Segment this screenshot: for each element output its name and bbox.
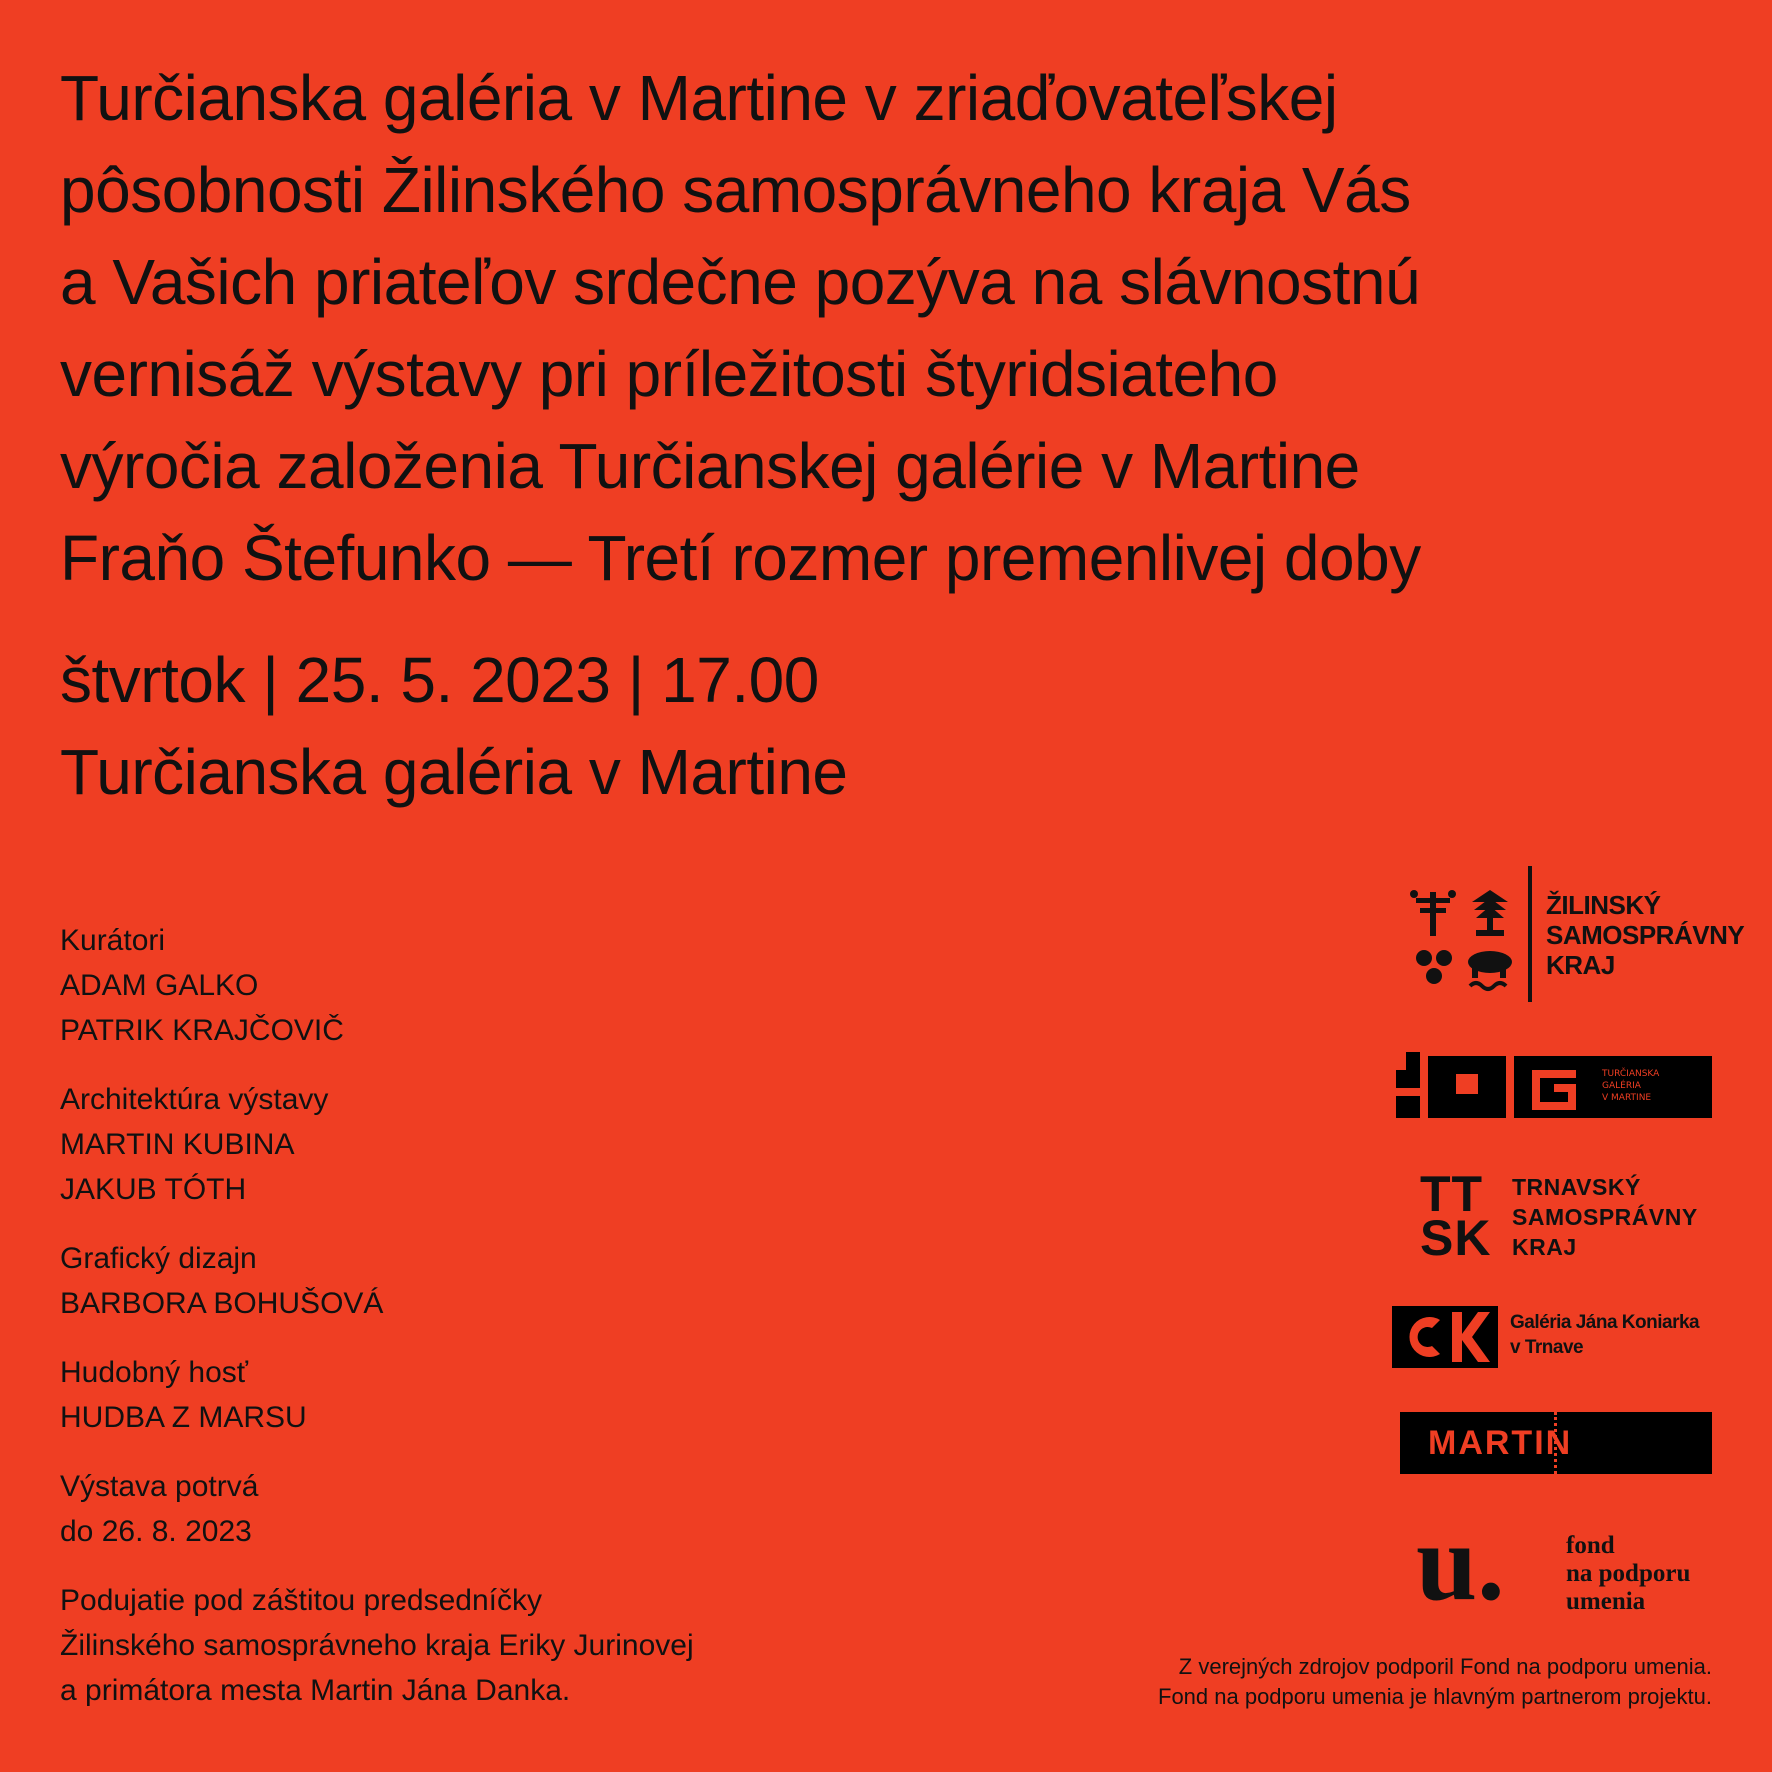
- tgm-logo-text: V MARTINE: [1602, 1093, 1652, 1103]
- patronage-text: [60, 1578, 960, 1713]
- fpu-logo-text: umenia: [1566, 1588, 1646, 1615]
- gjk-logo-text: Galéria Jána Koniarka: [1510, 1312, 1700, 1333]
- credit-graphic-design: [60, 1236, 960, 1326]
- patronage-line: Žilinského samosprávneho kraja Eriky Jurinovej: [60, 1629, 694, 1662]
- credit-label: Architektúra výstavy: [60, 1083, 329, 1116]
- credit-name: ADAM GALKO: [60, 969, 259, 1002]
- ttsk-logo-text: TRNAVSKÝ: [1512, 1174, 1641, 1200]
- zsk-logo: [1402, 864, 1745, 1004]
- headline-line: a Vašich priateľov srdečne pozýva na slávnostnú: [60, 246, 1421, 318]
- zsk-logo-text: ŽILINSKÝ: [1546, 890, 1661, 920]
- credit-name: HUDBA Z MARSU: [60, 1401, 307, 1434]
- credit-music-guest: [60, 1350, 960, 1440]
- invitation-headline: [60, 52, 1720, 604]
- event-datetime: štvrtok | 25. 5. 2023 | 17.00: [60, 644, 819, 716]
- patronage-line: Podujatie pod záštitou predsedníčky: [60, 1584, 542, 1617]
- headline-line: Turčianska galéria v Martine v zriaďovateľskej: [60, 62, 1338, 134]
- fpu-logo-text: na podporu: [1566, 1560, 1691, 1587]
- ttsk-mark: TT: [1420, 1166, 1484, 1222]
- martin-city-logo: [1400, 1412, 1712, 1474]
- patronage-line: a primátora mesta Martin Jána Danka.: [60, 1674, 571, 1707]
- ttsk-logo-text: KRAJ: [1512, 1234, 1577, 1260]
- credit-name: JAKUB TÓTH: [60, 1173, 247, 1206]
- credit-label: Kurátori: [60, 924, 166, 957]
- funding-note-line: Fond na podporu umenia je hlavným partnerom projektu.: [1158, 1684, 1712, 1709]
- credit-name: do 26. 8. 2023: [60, 1515, 252, 1548]
- credit-architecture: [60, 1077, 960, 1212]
- ttsk-mark: SK: [1420, 1210, 1492, 1266]
- headline-line: výročia založenia Turčianskej galérie v Martine: [60, 430, 1360, 502]
- credit-name: MARTIN KUBINA: [60, 1128, 295, 1161]
- credit-label: Grafický dizajn: [60, 1242, 257, 1275]
- headline-line: Fraňo Štefunko — Tretí rozmer premenlivej doby: [60, 522, 1421, 594]
- funding-note-line: Z verejných zdrojov podporil Fond na podporu umenia.: [1178, 1654, 1712, 1679]
- headline-line: pôsobnosti Žilinského samosprávneho kraja Vás: [60, 154, 1411, 226]
- gjk-logo-text: v Trnave: [1510, 1337, 1584, 1358]
- fpu-logo: [1416, 1501, 1712, 1628]
- gjk-logo: [1392, 1304, 1712, 1370]
- tgm-logo-text: TURČIANSKA: [1602, 1069, 1660, 1079]
- martin-dotted-line: [1554, 1412, 1557, 1474]
- event-venue: Turčianska galéria v Martine: [60, 736, 848, 808]
- fpu-mark: u.: [1416, 1501, 1505, 1623]
- ttsk-logo: [1420, 1168, 1712, 1264]
- martin-logo-text: MARTIN: [1428, 1424, 1573, 1462]
- credit-name: BARBORA BOHUŠOVÁ: [60, 1287, 384, 1320]
- ttsk-logo-text: SAMOSPRÁVNY: [1512, 1204, 1698, 1230]
- tgm-logo: [1396, 1052, 1712, 1118]
- fpu-logo-text: fond: [1566, 1532, 1615, 1559]
- headline-line: vernisáž výstavy pri príležitosti štyridsiateho: [60, 338, 1278, 410]
- zsk-logo-text: SAMOSPRÁVNY: [1546, 920, 1745, 950]
- credits: [60, 918, 960, 1737]
- credit-label: Výstava potrvá: [60, 1470, 259, 1503]
- event-info: [60, 634, 848, 818]
- gjk-mark-icon: [1392, 1306, 1498, 1368]
- tgm-logo-text: GALÉRIA: [1602, 1081, 1641, 1091]
- zsk-logo-text: KRAJ: [1546, 950, 1615, 980]
- credit-name: PATRIK KRAJČOVIČ: [60, 1014, 344, 1047]
- tgm-mark-icon: [1396, 1052, 1712, 1118]
- credit-label: Hudobný hosť: [60, 1356, 249, 1389]
- credit-curators: [60, 918, 960, 1053]
- funding-note: [1158, 1652, 1712, 1712]
- credit-duration: [60, 1464, 960, 1554]
